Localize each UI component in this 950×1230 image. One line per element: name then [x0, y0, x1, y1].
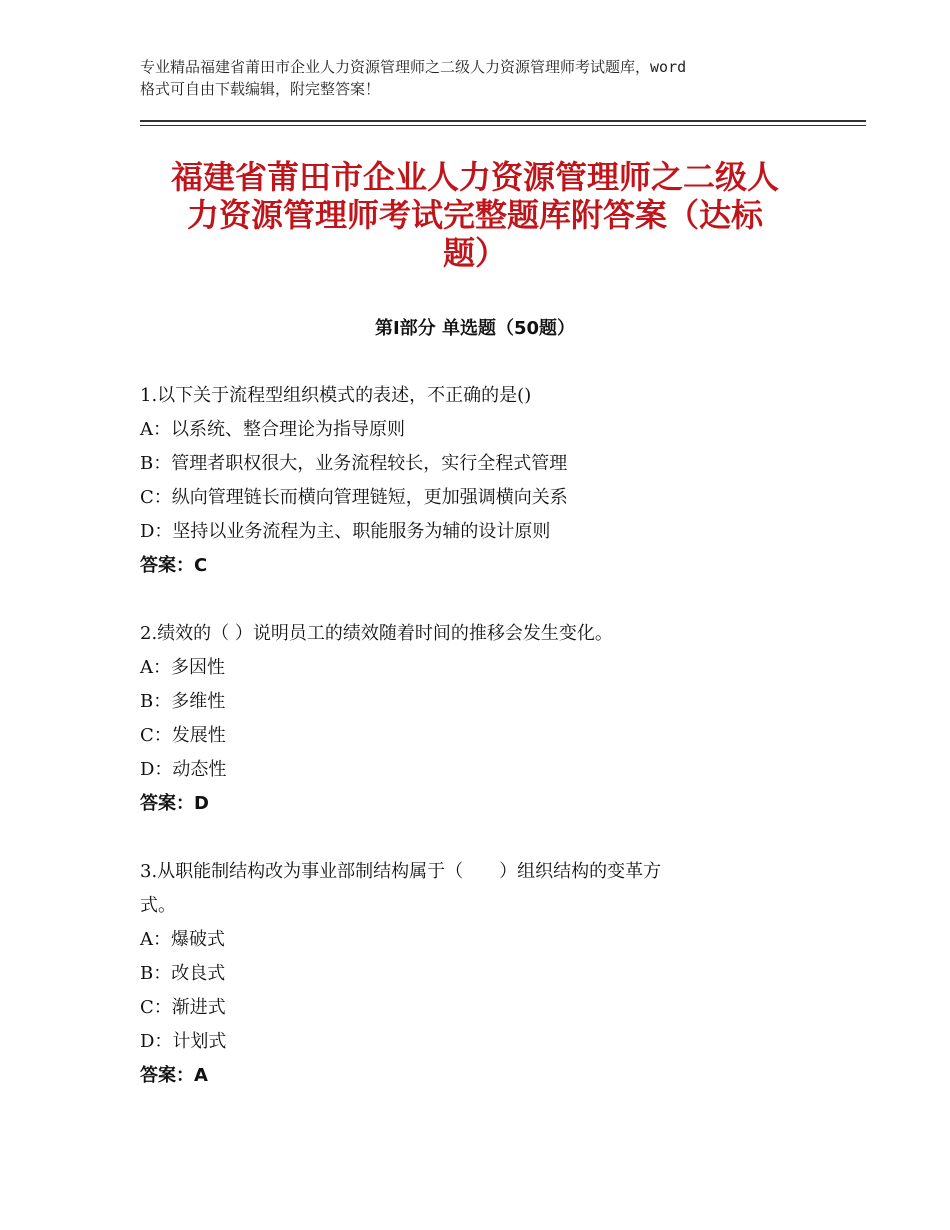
- option-b: B：改良式: [140, 963, 226, 984]
- question-stem: 3.从职能制结构改为事业部制结构属于（ ）组织结构的变革方: [140, 861, 662, 882]
- question-stem-continued: 式。: [140, 895, 176, 916]
- answer-line: 答案：A: [140, 1065, 208, 1086]
- answer-line: 答案：C: [140, 555, 208, 576]
- header-note-line: 格式可自由下载编辑，附完整答案！: [140, 80, 381, 98]
- option-b: B：多维性: [140, 691, 226, 712]
- title-line: 福建省莆田市企业人力资源管理师之二级人: [170, 158, 779, 196]
- question-stem: 1.以下关于流程型组织模式的表述，不正确的是(): [140, 385, 532, 406]
- question-stem: 2.绩效的（ ）说明员工的绩效随着时间的推移会发生变化。: [140, 623, 613, 644]
- question-2: [140, 617, 840, 821]
- header-note: [140, 56, 830, 100]
- option-a: A：多因性: [140, 657, 225, 678]
- option-a: A：爆破式: [140, 929, 225, 950]
- option-c: C：纵向管理链长而横向管理链短，更加强调横向关系: [140, 487, 568, 508]
- question-1: [140, 379, 840, 583]
- title-line: 力资源管理师考试完整题库附答案（达标: [186, 196, 763, 234]
- answer-line: 答案：D: [140, 793, 209, 814]
- question-3: [140, 855, 840, 1093]
- option-b: B：管理者职权很大，业务流程较长，实行全程式管理: [140, 453, 568, 474]
- section-title: 第Ⅰ部分 单选题（50题）: [374, 318, 575, 339]
- option-d: D：坚持以业务流程为主、职能服务为辅的设计原则: [140, 521, 551, 542]
- question-list: [140, 379, 840, 1127]
- option-c: C：渐进式: [140, 997, 226, 1018]
- option-a: A：以系统、整合理论为指导原则: [140, 419, 405, 440]
- header-note-line: 专业精品福建省莆田市企业人力资源管理师之二级人力资源管理师考试题库，word: [140, 58, 687, 76]
- header-divider-thick: [140, 120, 866, 122]
- option-c: C：发展性: [140, 725, 226, 746]
- option-d: D：动态性: [140, 759, 227, 780]
- option-d: D：计划式: [140, 1031, 227, 1052]
- header-divider-thin: [140, 125, 866, 126]
- document-title: [130, 158, 820, 272]
- title-line: 题）: [442, 234, 507, 272]
